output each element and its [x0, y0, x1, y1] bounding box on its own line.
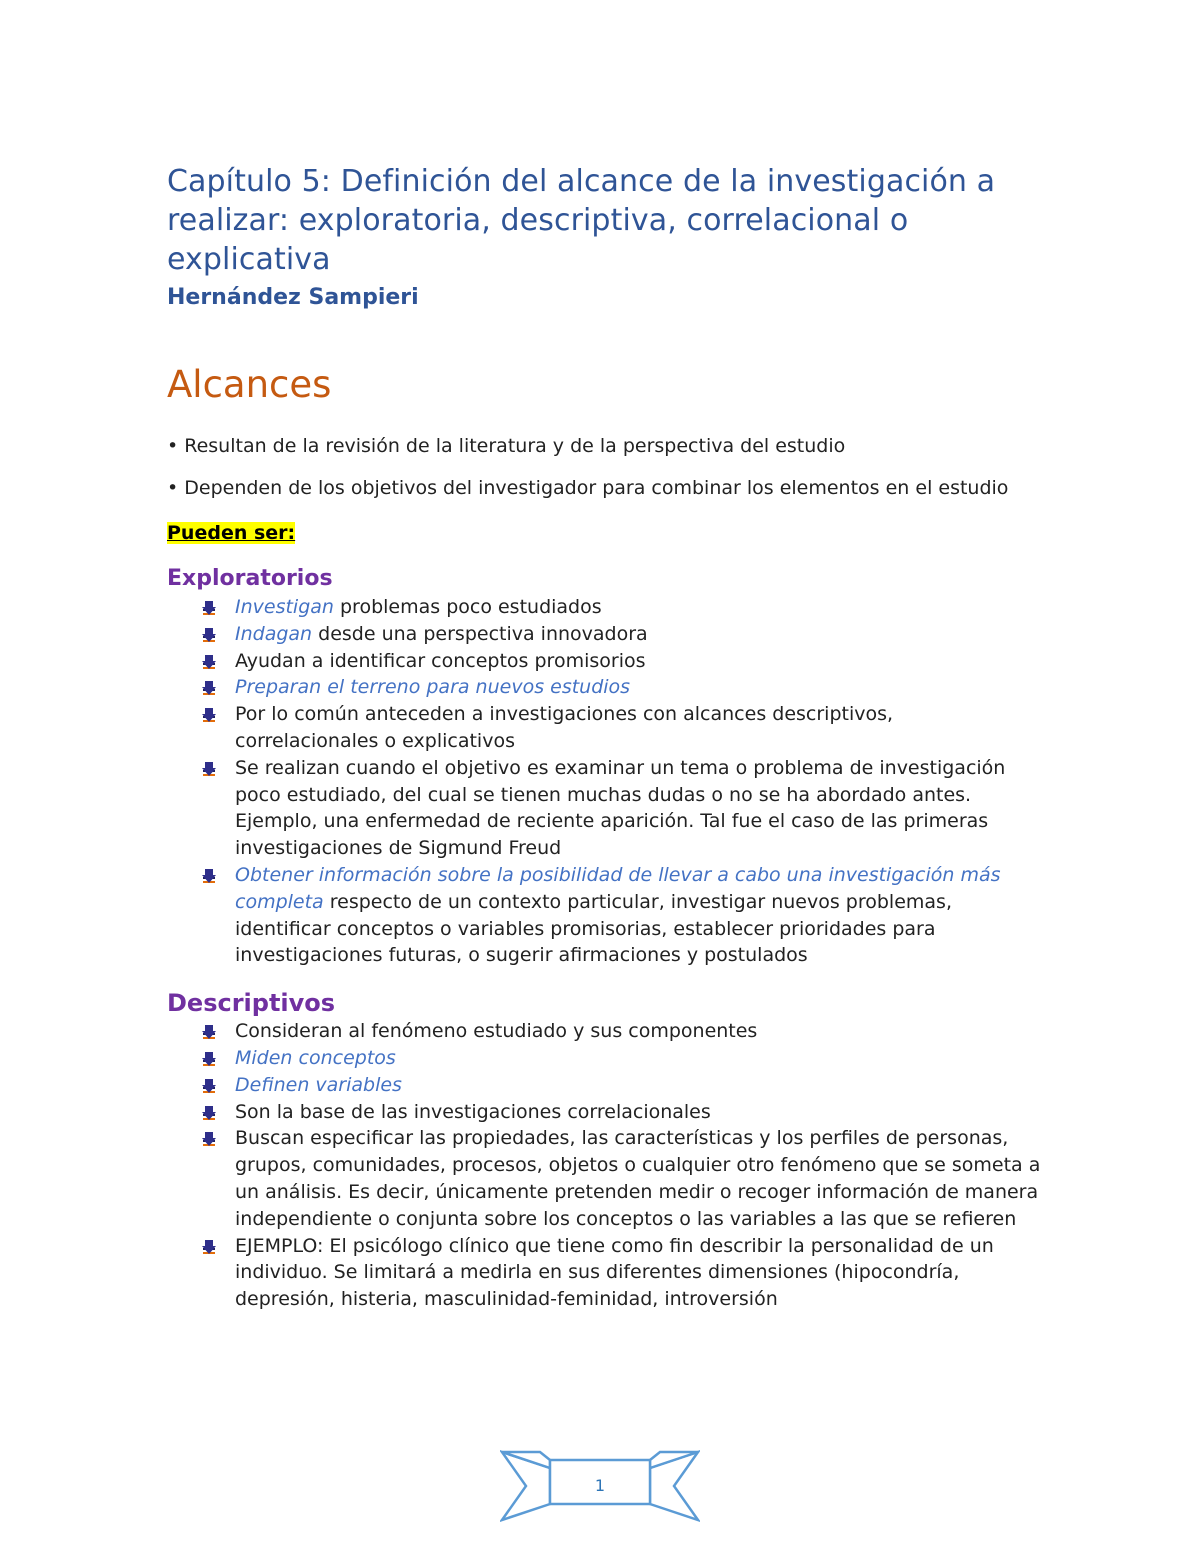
item-text: Se realizan cuando el objetivo es examinar un tema o problema de investigación poco estudiado, del cual se tienen muchas dudas o no se ha abordado antes. Ejemplo, una enfermedad de reciente aparición. Tal fue el caso de las primeras investigaciones de Sigmund Freud	[235, 756, 1006, 860]
emphasis-text: Obtener información sobre la posibilidad de llevar a cabo una investigación más completa	[235, 863, 1001, 913]
item-text: Ayudan a identificar conceptos promisorios	[235, 649, 646, 672]
heading-exploratorios: Exploratorios	[167, 566, 333, 591]
list-item	[167, 1233, 1042, 1313]
emphasis-text: Investigan	[235, 596, 334, 618]
list-item	[167, 648, 1042, 675]
highlighted-label: Pueden ser:	[167, 522, 296, 544]
item-text: Son la base de las investigaciones correlacionales	[235, 1100, 711, 1123]
list-item	[167, 621, 1042, 648]
arrow-down-bullet-icon	[200, 707, 218, 723]
list-item	[167, 862, 1042, 969]
arrow-down-bullet-icon	[200, 600, 218, 616]
arrow-down-bullet-icon	[200, 1051, 218, 1067]
section-heading-alcances: Alcances	[167, 363, 332, 406]
arrow-down-bullet-icon	[200, 627, 218, 643]
list-item	[167, 1018, 1042, 1045]
list-item	[167, 755, 1042, 862]
item-text: Buscan especificar las propiedades, las características y los perfiles de personas, grupos, comunidades, procesos, objetos o cualquier otro fenómeno que se someta a un análisis. Es decir, únicamente pretenden medir o recoger información de manera independiente o conjunta sobre los conceptos o las variables a las que se refieren	[235, 1127, 1041, 1230]
list-item	[167, 1125, 1042, 1232]
arrow-down-bullet-icon	[200, 680, 218, 696]
list-item	[167, 1099, 1042, 1126]
page-number: 1	[594, 1476, 606, 1495]
arrow-down-bullet-icon	[200, 1024, 218, 1040]
pueden-ser-label	[167, 520, 1042, 546]
document-body	[167, 162, 1042, 1313]
item-text: desde una perspectiva innovadora	[312, 622, 648, 645]
emphasis-text: Definen variables	[235, 1073, 402, 1096]
arrow-down-bullet-icon	[200, 868, 218, 884]
heading-descriptivos: Descriptivos	[167, 989, 336, 1018]
item-text: EJEMPLO: El psicólogo clínico que tiene como fin describir la personalidad de un individuo. Se limitará a medirla en sus diferentes dimensiones (hipocondría, depresión, histeria, masculinidad-feminidad, introversión	[235, 1234, 994, 1311]
emphasis-text: Miden conceptos	[235, 1046, 396, 1069]
document-title: Capítulo 5: Definición del alcance de la investigación a realizar: exploratoria, descriptiva, correlacional o explicativa	[167, 164, 996, 277]
list-item	[167, 594, 1042, 621]
list-item	[167, 701, 1042, 755]
arrow-down-bullet-icon	[200, 1131, 218, 1147]
arrow-down-bullet-icon	[200, 654, 218, 670]
arrow-down-bullet-icon	[200, 1239, 218, 1255]
bullet-paragraph: • Dependen de los objetivos del investigador para combinar los elementos en el estudio	[167, 477, 1009, 499]
bullet-paragraph: • Resultan de la revisión de la literatura y de la perspectiva del estudio	[167, 435, 846, 457]
emphasis-text: Indagan	[235, 622, 313, 645]
arrow-down-bullet-icon	[200, 1078, 218, 1094]
list-item	[167, 1072, 1042, 1099]
item-text: Consideran al fenómeno estudiado y sus componentes	[235, 1020, 758, 1043]
item-text: Por lo común anteceden a investigaciones con alcances descriptivos, correlacionales o explicativos	[235, 703, 894, 752]
emphasis-text: Preparan el terreno para nuevos estudios	[235, 676, 631, 699]
list-item	[167, 1045, 1042, 1072]
item-text: respecto de un contexto particular, investigar nuevos problemas, identificar conceptos o variables promisorias, establecer prioridades para investigaciones futuras, o sugerir afirmaciones y postulados	[235, 890, 952, 967]
document-author: Hernández Sampieri	[167, 285, 419, 310]
list-item	[167, 674, 1042, 701]
exploratorios-list	[167, 594, 1042, 969]
descriptivos-list	[167, 1018, 1042, 1313]
arrow-down-bullet-icon	[200, 1105, 218, 1121]
arrow-down-bullet-icon	[200, 761, 218, 777]
item-text: problemas poco estudiados	[333, 596, 602, 618]
